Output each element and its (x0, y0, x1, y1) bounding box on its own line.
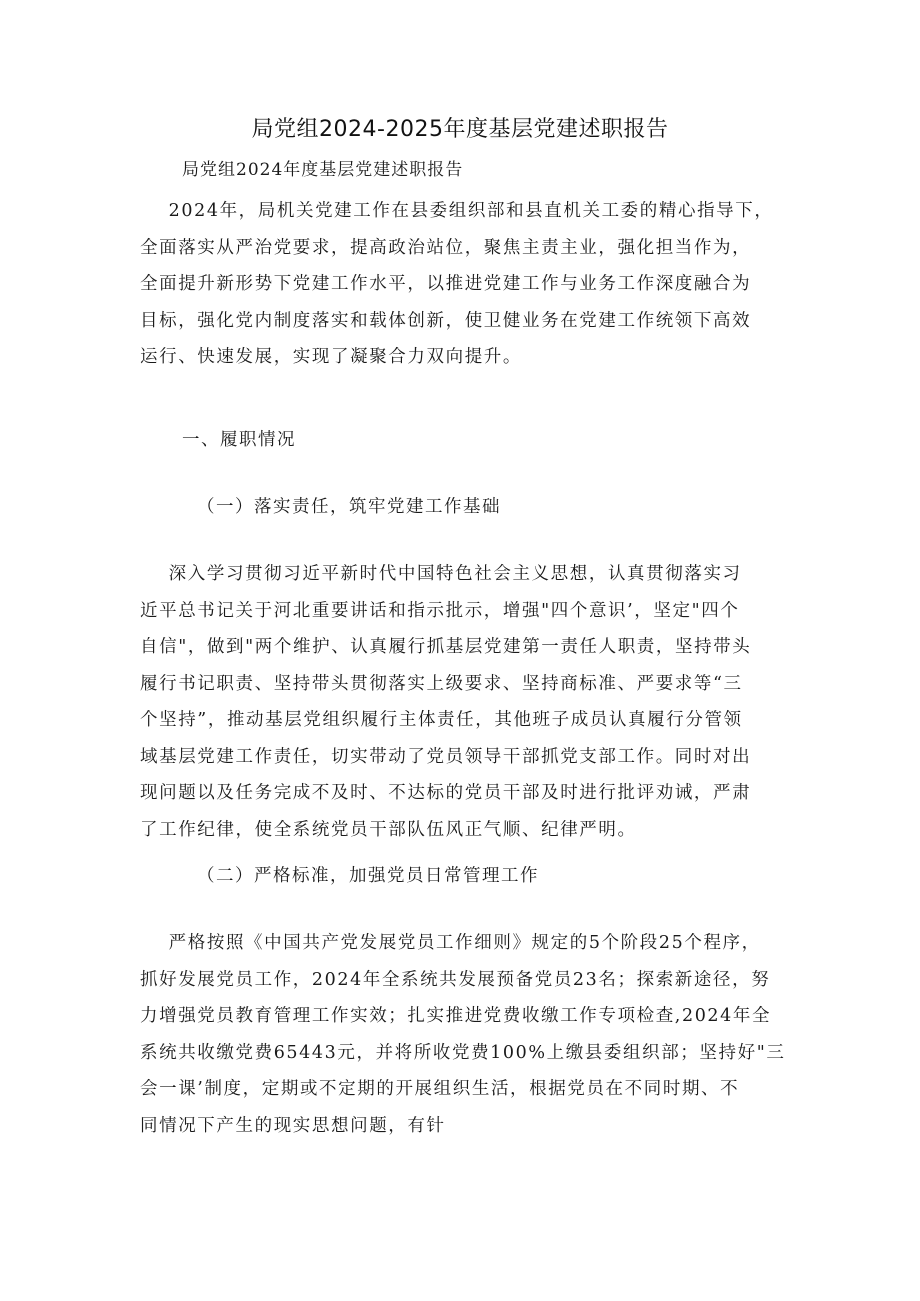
document-title: 局党组2024-2025年度基层党建述职报告 (251, 117, 669, 142)
paragraph-line: 抓好发展党员工作，2024年全系统共发展预备党员23名；探索新途径，努 (140, 969, 771, 990)
paragraph-line: 同情况下产生的现实思想问题，有针 (140, 1115, 446, 1136)
member-management-paragraph (140, 925, 786, 1144)
subsection-heading: （二）严格标准，加强党员日常管理工作 (197, 866, 539, 886)
paragraph-line: 严格按照《中国共产党发展党员工作细则》规定的5个阶段25个程序， (140, 933, 761, 953)
paragraph-line: 目标，强化党内制度落实和载体创新，使卫健业务在党建工作统领下高效 (140, 310, 752, 331)
paragraph-line: 域基层党建工作责任，切实带动了党员领导干部抓党支部工作。同时对出 (140, 746, 752, 767)
paragraph-line: 了工作纪律，使全系统党员干部队伍风正气顺、纪律严明。 (140, 819, 637, 840)
subsection-heading: （一）落实责任，筑牢党建工作基础 (197, 497, 501, 517)
paragraph-line: 系统共收缴党费65443元，并将所收党费100%上缴县委组织部；坚持好"三 (140, 1042, 786, 1063)
section-heading: 一、履职情况 (182, 430, 296, 450)
paragraph-line: 近平总书记关于河北重要讲话和指示批示，增强"四个意识’，坚定"四个 (140, 600, 740, 621)
intro-paragraph (140, 193, 780, 376)
paragraph-line: 个坚持”，推动基层党组织履行主体责任，其他班子成员认真履行分管领 (140, 710, 743, 730)
paragraph-line: 2024年，局机关党建工作在县委组织部和县直机关工委的精心指导下， (140, 201, 774, 221)
paragraph-line: 深入学习贯彻习近平新时代中国特色社会主义思想，认真贯彻落实习 (140, 564, 742, 584)
document-subtitle: 局党组2024年度基层党建述职报告 (182, 160, 464, 180)
paragraph-line: 全面落实从严治党要求，提高政治站位，聚焦主责主业，强化担当作为， (140, 237, 752, 258)
paragraph-line: 履行书记职责、坚持带头贯彻落实上级要求、坚持商标准、严要求等“三 (140, 673, 743, 694)
paragraph-line: 运行、快速发展，实现了凝聚合力双向提升。 (140, 347, 522, 367)
paragraph-line: 自信"，做到"两个维护、认真履行抓基层党建第一责任人职责，坚持带头 (140, 637, 752, 657)
paragraph-line: 力增强党员教育管理工作实效；扎实推进党费收缴工作专项检查,2024年全 (140, 1006, 772, 1026)
responsibility-paragraph (140, 556, 780, 848)
paragraph-line: 会一课’制度，定期或不定期的开展组织生活，根据党员在不同时期、不 (140, 1079, 740, 1099)
paragraph-line: 全面提升新形势下党建工作水平，以推进党建工作与业务工作深度融合为 (140, 274, 752, 294)
paragraph-line: 现问题以及任务完成不及时、不达标的党员干部及时进行批评劝诫，严肃 (140, 783, 752, 803)
